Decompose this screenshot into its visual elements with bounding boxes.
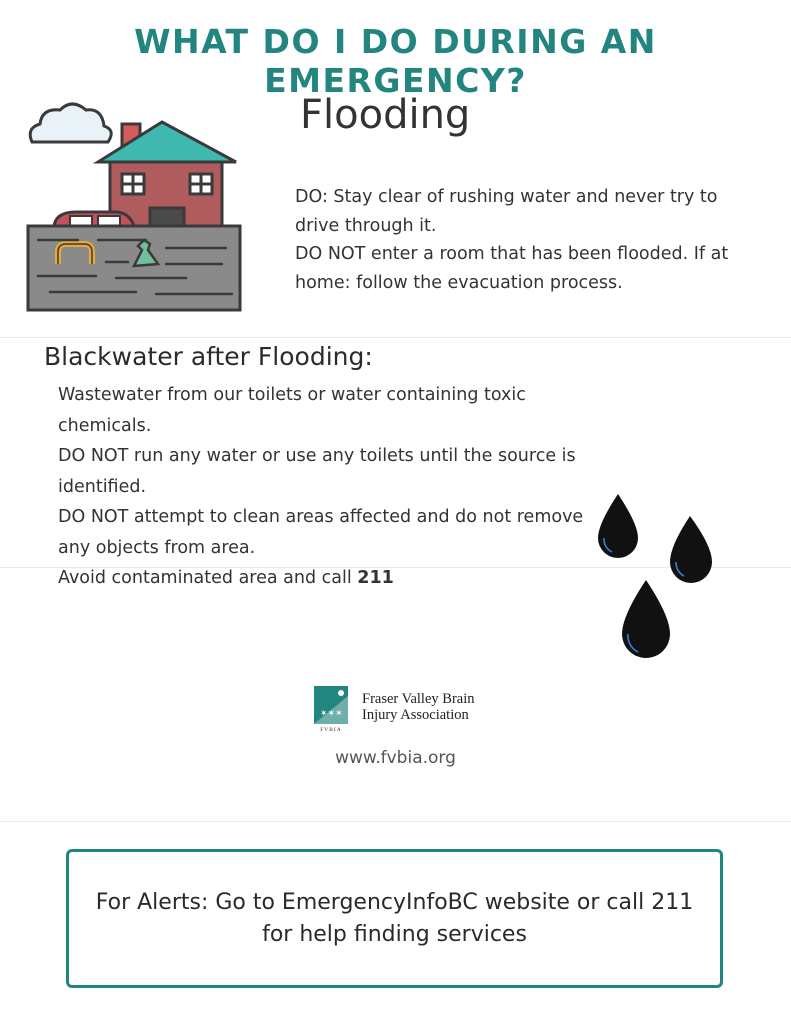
organization-name-line2: Injury Association bbox=[362, 707, 469, 723]
blackwater-last-line-text: Avoid contaminated area and call bbox=[58, 568, 358, 588]
blackwater-title: Blackwater after Flooding: bbox=[44, 342, 373, 371]
divider-bottom bbox=[0, 821, 791, 822]
page-title: WHAT DO I DO DURING AN EMERGENCY? bbox=[134, 22, 657, 100]
alert-box bbox=[66, 849, 723, 988]
svg-text:✶✶✶: ✶✶✶ bbox=[320, 709, 343, 719]
drop-icon bbox=[598, 494, 638, 558]
blackwater-line: DO NOT attempt to clean areas affected and do not remove any objects from area. bbox=[58, 507, 584, 558]
flooded-house-illustration bbox=[26, 98, 242, 314]
flooding-instructions bbox=[295, 183, 735, 297]
blackwater-line: DO NOT run any water or use any toilets until the source is identified. bbox=[58, 446, 576, 497]
fvbia-logo bbox=[314, 686, 494, 732]
fvbia-logo-mark bbox=[314, 686, 348, 732]
blackwater-last-line bbox=[58, 563, 598, 594]
oil-drops-illustration bbox=[590, 490, 720, 670]
phone-number-211: 211 bbox=[357, 568, 394, 588]
flooding-title: Flooding bbox=[300, 92, 471, 138]
cloud-icon bbox=[30, 104, 111, 142]
blackwater-instructions bbox=[58, 380, 598, 594]
flooding-do-not-line: DO NOT enter a room that has been flooded. If at home: follow the evacuation process. bbox=[295, 244, 729, 293]
blackwater-line: Wastewater from our toilets or water containing toxic chemicals. bbox=[58, 385, 526, 436]
fvbia-logo-mark-text: FVBIA bbox=[320, 727, 342, 732]
flooding-do-line: DO: Stay clear of rushing water and never try to drive through it. bbox=[295, 187, 718, 236]
organization-name bbox=[362, 691, 474, 723]
divider-top bbox=[0, 337, 791, 338]
drop-icon bbox=[670, 516, 712, 583]
drop-icon bbox=[622, 580, 670, 658]
organization-name-line1: Fraser Valley Brain bbox=[362, 691, 475, 707]
alert-text: For Alerts: Go to EmergencyInfoBC website or call 211 for help finding services bbox=[95, 889, 694, 947]
website-link[interactable]: www.fvbia.org bbox=[335, 748, 456, 768]
